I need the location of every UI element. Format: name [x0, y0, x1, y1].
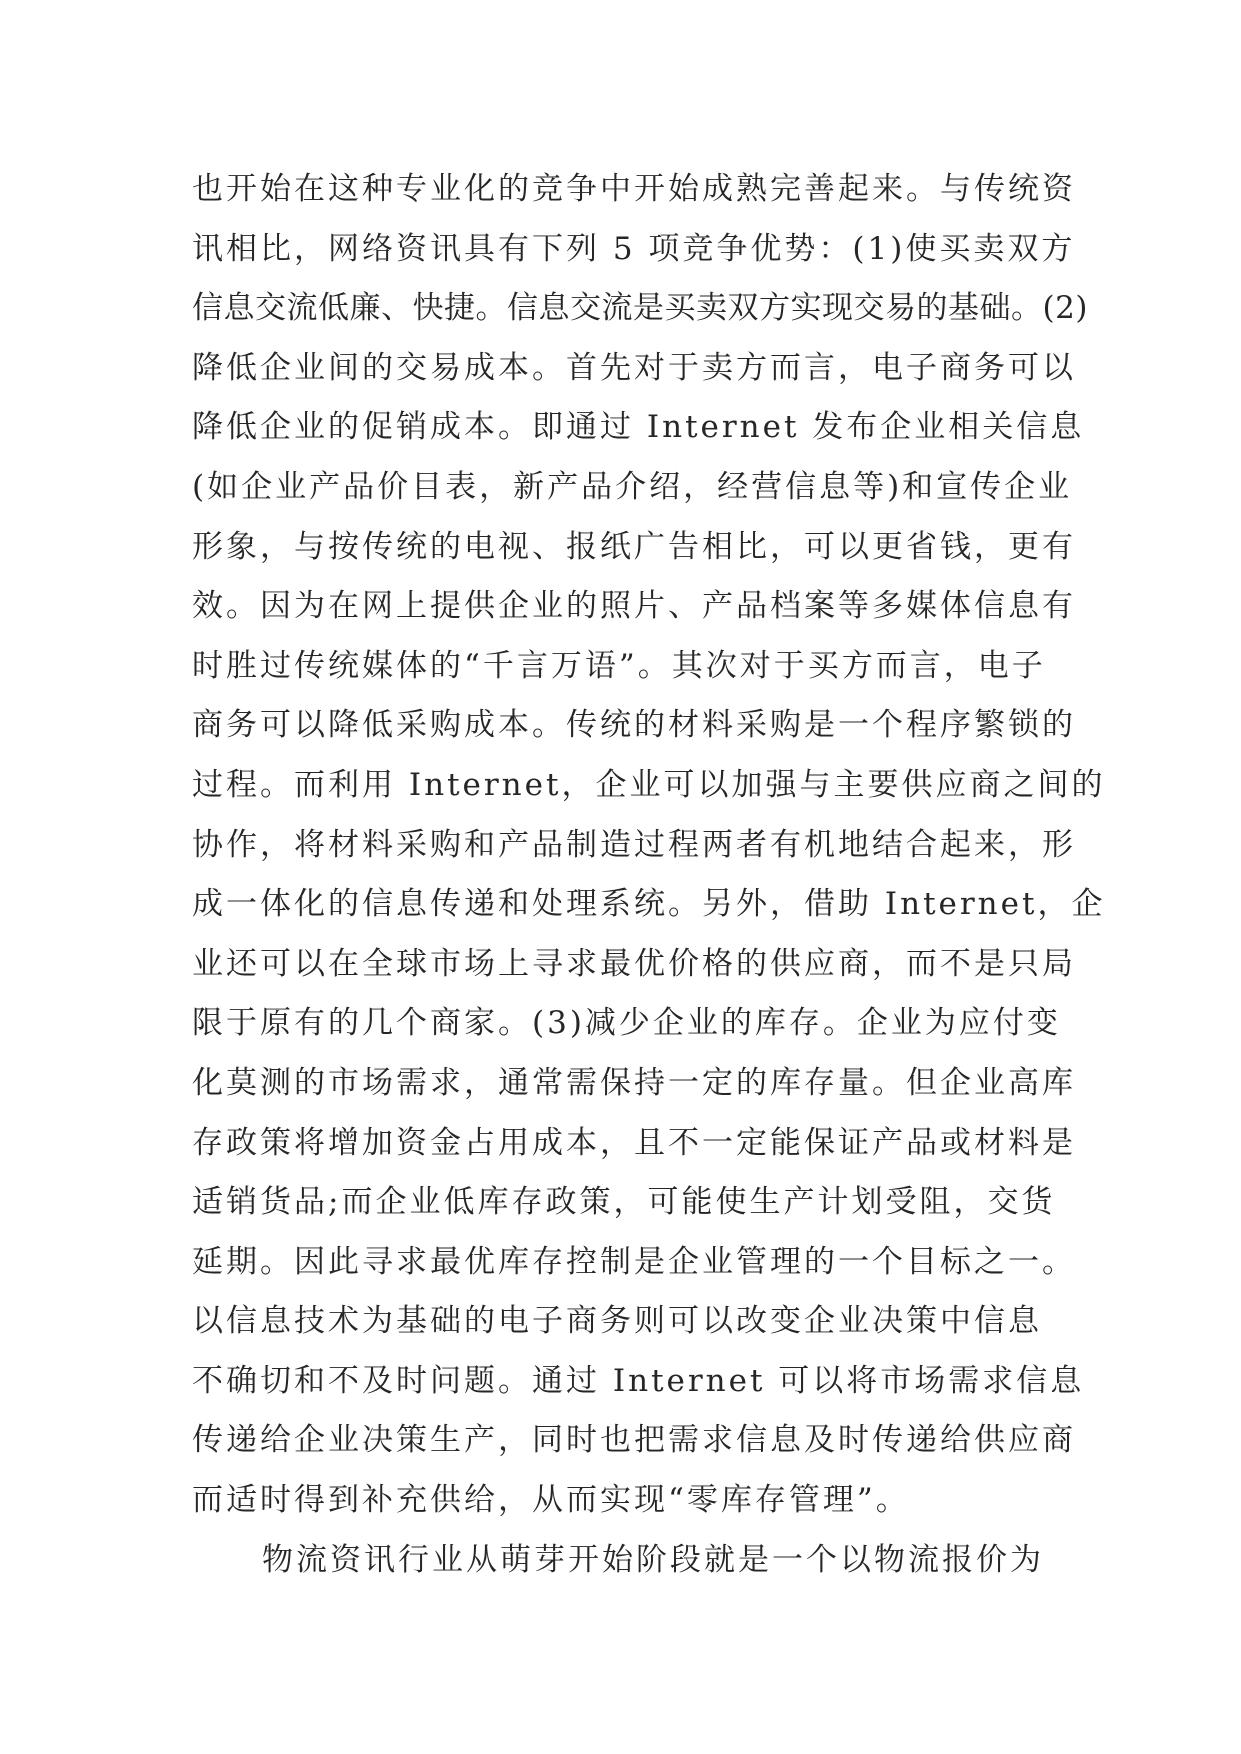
text-line: 而适时得到补充供给，从而实现“零库存管理”。 [192, 1482, 910, 1519]
text-line: 限于原有的几个商家。(3)减少企业的库存。企业为应付变 [192, 1005, 1061, 1042]
text-line: 也开始在这种专业化的竞争中开始成熟完善起来。与传统资 [192, 171, 1076, 207]
text-line: 协作，将材料采购和产品制造过程两者有机地结合起来，形 [192, 826, 1076, 863]
text-line: 商务可以降低采购成本。传统的材料采购是一个程序繁锁的 [192, 707, 1076, 744]
text-line: 业还可以在全球市场上寻求最优价格的供应商，而不是只局 [192, 945, 1076, 982]
text-line: 以信息技术为基础的电子商务则可以改变企业决策中信息 [192, 1303, 1042, 1340]
text-line: (如企业产品价目表，新产品介绍，经营信息等)和宣传企业 [192, 468, 1073, 505]
body-text [192, 160, 1106, 1590]
text-line: 存政策将增加资金占用成本，且不一定能保证产品或材料是 [192, 1124, 1076, 1161]
text-line: 降低企业的促销成本。即通过 Internet 发布企业相关信息 [192, 409, 1085, 446]
text-line: 过程。而利用 Internet，企业可以加强与主要供应商之间的 [192, 766, 1106, 803]
text-line: 延期。因此寻求最优库存控制是企业管理的一个目标之一。 [192, 1243, 1076, 1280]
paragraph-start-line: 物流资讯行业从萌芽开始阶段就是一个以物流报价为 [262, 1541, 1044, 1578]
text-line: 形象，与按传统的电视、报纸广告相比，可以更省钱，更有 [192, 528, 1076, 565]
text-line: 成一体化的信息传递和处理系统。另外，借助 Internet，企 [192, 886, 1106, 923]
text-line: 适销货品;而企业低库存政策，可能使生产计划受阻，交货 [192, 1184, 1056, 1221]
text-line: 效。因为在网上提供企业的照片、产品档案等多媒体信息有 [192, 588, 1076, 625]
text-line: 时胜过传统媒体的“千言万语”。其次对于买方而言，电子 [192, 647, 1046, 684]
text-line: 讯相比，网络资讯具有下列 5 项竞争优势：(1)使买卖双方 [192, 230, 1076, 267]
text-line: 降低企业间的交易成本。首先对于卖方而言，电子商务可以 [192, 349, 1076, 386]
text-line: 传递给企业决策生产，同时也把需求信息及时传递给供应商 [192, 1422, 1076, 1459]
text-line: 不确切和不及时问题。通过 Internet 可以将市场需求信息 [192, 1362, 1085, 1399]
text-line: 化莫测的市场需求，通常需保持一定的库存量。但企业高库 [192, 1064, 1076, 1101]
text-line: 信息交流低廉、快捷。信息交流是买卖双方实现交易的基础。(2) [192, 290, 1088, 327]
